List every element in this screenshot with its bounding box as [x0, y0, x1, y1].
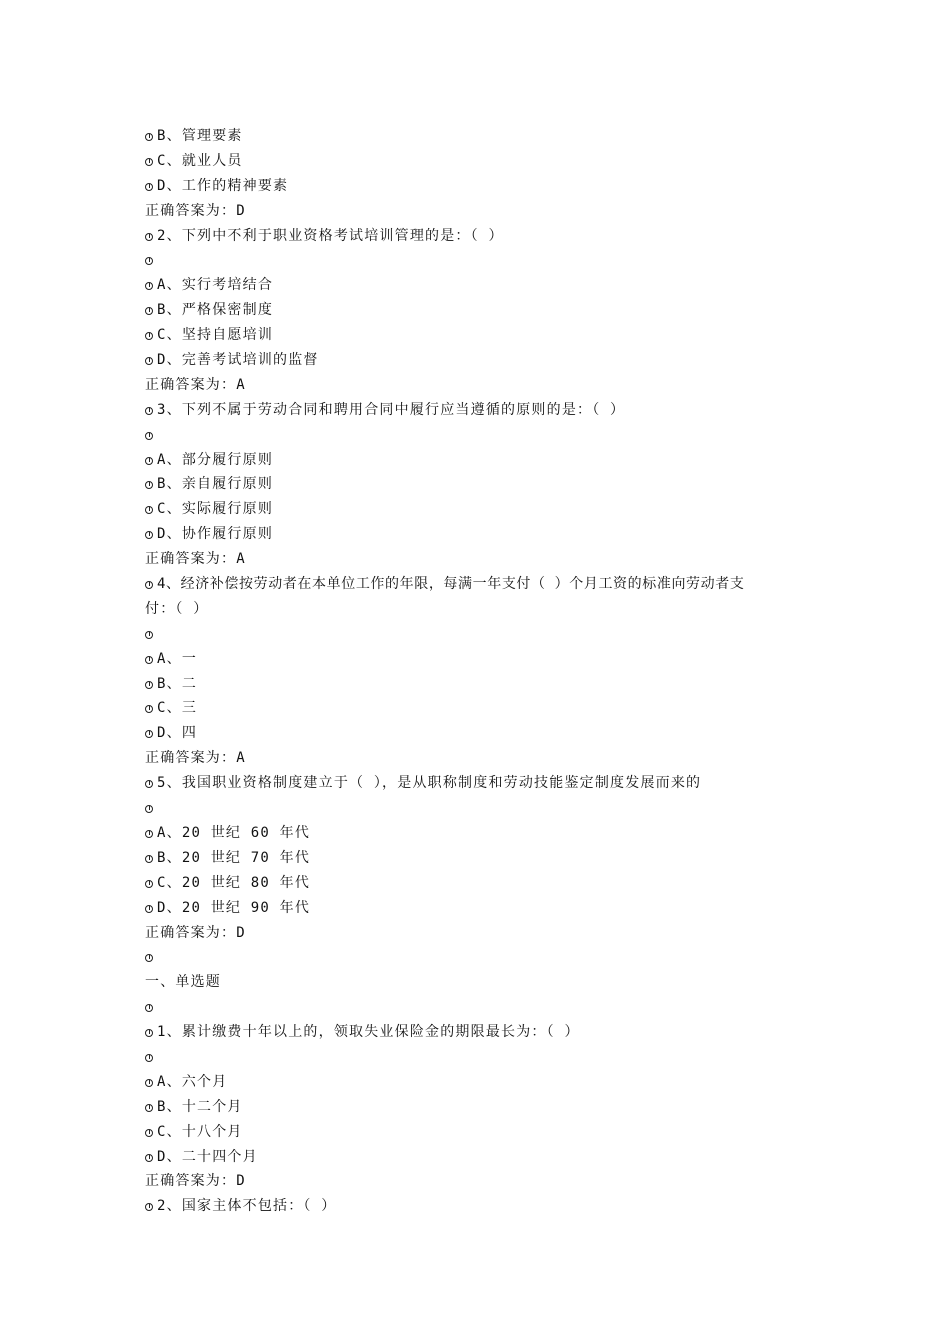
text-line — [145, 771, 825, 796]
text-line — [145, 174, 825, 199]
clock-bullet-icon — [145, 307, 153, 315]
text-line — [145, 746, 825, 771]
text-line — [145, 647, 825, 672]
text-line — [145, 1194, 825, 1219]
text-line — [145, 1095, 825, 1120]
line-text: 2、国家主体不包括：（ ） — [157, 1198, 337, 1215]
clock-bullet-icon — [145, 257, 153, 265]
clock-bullet-icon — [145, 905, 153, 913]
line-text: D、20 世纪 90 年代 — [157, 899, 311, 916]
clock-bullet-icon — [145, 158, 153, 166]
line-text: 正确答案为：A — [145, 750, 246, 767]
line-text: C、就业人员 — [157, 152, 243, 169]
line-text: A、20 世纪 60 年代 — [157, 824, 311, 841]
line-text: 正确答案为：D — [145, 202, 246, 219]
line-text: C、实际履行原则 — [157, 501, 274, 518]
clock-bullet-icon — [145, 1054, 153, 1062]
text-line — [145, 921, 825, 946]
clock-bullet-icon — [145, 506, 153, 514]
clock-bullet-icon — [145, 1203, 153, 1211]
clock-bullet-icon — [145, 1029, 153, 1037]
line-text: 一、单选题 — [145, 974, 221, 991]
text-line — [145, 423, 825, 448]
line-text: B、管理要素 — [157, 128, 243, 144]
text-line — [145, 373, 825, 398]
text-line — [145, 721, 825, 746]
text-line — [145, 224, 825, 249]
clock-bullet-icon — [145, 282, 153, 290]
text-line — [145, 846, 825, 871]
text-line — [145, 1145, 825, 1170]
line-text: 正确答案为：A — [145, 551, 246, 568]
text-line — [145, 672, 825, 697]
clock-bullet-icon — [145, 805, 153, 813]
clock-bullet-icon — [145, 357, 153, 365]
text-line — [145, 622, 825, 647]
line-text: 5、我国职业资格制度建立于（ ），是从职称制度和劳动技能鉴定制度发展而来的 — [157, 775, 702, 792]
text-line — [145, 348, 825, 373]
text-line — [145, 821, 825, 846]
clock-bullet-icon — [145, 830, 153, 838]
line-text: D、完善考试培训的监督 — [157, 352, 319, 369]
clock-bullet-icon — [145, 432, 153, 440]
text-line — [145, 273, 825, 298]
line-text: 正确答案为：A — [145, 376, 246, 393]
clock-bullet-icon — [145, 780, 153, 788]
clock-bullet-icon — [145, 457, 153, 465]
line-text: D、工作的精神要素 — [157, 177, 289, 194]
clock-bullet-icon — [145, 954, 153, 962]
line-text: A、六个月 — [157, 1073, 228, 1090]
line-text: C、坚持自愿培训 — [157, 327, 274, 344]
text-line — [145, 149, 825, 174]
line-text: D、协作履行原则 — [157, 526, 274, 543]
text-line — [145, 970, 825, 995]
line-text: 正确答案为：D — [145, 1173, 246, 1190]
text-line — [145, 124, 825, 149]
clock-bullet-icon — [145, 1079, 153, 1087]
line-text: A、实行考培结合 — [157, 277, 274, 294]
text-line — [145, 497, 825, 522]
clock-bullet-icon — [145, 705, 153, 713]
clock-bullet-icon — [145, 481, 153, 489]
text-line — [145, 547, 825, 572]
text-line — [145, 199, 825, 224]
text-line — [145, 398, 825, 423]
line-text: B、20 世纪 70 年代 — [157, 849, 311, 866]
text-line — [145, 796, 825, 821]
clock-bullet-icon — [145, 531, 153, 539]
text-line — [145, 448, 825, 473]
clock-bullet-icon — [145, 656, 153, 664]
clock-bullet-icon — [145, 1004, 153, 1012]
line-text: A、部分履行原则 — [157, 451, 274, 468]
clock-bullet-icon — [145, 880, 153, 888]
line-text: D、二十四个月 — [157, 1148, 258, 1165]
clock-bullet-icon — [145, 332, 153, 340]
text-line — [145, 1169, 825, 1194]
line-text: A、一 — [157, 650, 198, 667]
text-line — [145, 472, 825, 497]
text-line — [145, 572, 825, 597]
text-line — [145, 248, 825, 273]
clock-bullet-icon — [145, 1154, 153, 1162]
text-line — [145, 298, 825, 323]
clock-bullet-icon — [145, 631, 153, 639]
line-text: 4、经济补偿按劳动者在本单位工作的年限，每满一年支付（ ）个月工资的标准向劳动者支 — [157, 576, 745, 593]
text-line — [145, 1070, 825, 1095]
line-text: D、四 — [157, 725, 198, 742]
line-text: C、十八个月 — [157, 1123, 243, 1140]
clock-bullet-icon — [145, 855, 153, 863]
text-line — [145, 597, 825, 622]
text-line — [145, 696, 825, 721]
clock-bullet-icon — [145, 730, 153, 738]
line-text: B、亲自履行原则 — [157, 476, 274, 493]
clock-bullet-icon — [145, 681, 153, 689]
clock-bullet-icon — [145, 581, 153, 589]
text-line — [145, 1120, 825, 1145]
line-text: 1、累计缴费十年以上的，领取失业保险金的期限最长为：（ ） — [157, 1024, 580, 1041]
clock-bullet-icon — [145, 1104, 153, 1112]
text-line — [145, 871, 825, 896]
line-text: C、三 — [157, 700, 198, 717]
text-line — [145, 896, 825, 921]
text-line — [145, 522, 825, 547]
text-line — [145, 323, 825, 348]
clock-bullet-icon — [145, 233, 153, 241]
text-line — [145, 1045, 825, 1070]
line-text: B、二 — [157, 675, 198, 692]
clock-bullet-icon — [145, 1129, 153, 1137]
clock-bullet-icon — [145, 183, 153, 191]
text-line — [145, 1020, 825, 1045]
line-text: 正确答案为：D — [145, 924, 246, 941]
line-text: B、十二个月 — [157, 1098, 243, 1115]
line-text: 3、下列不属于劳动合同和聘用合同中履行应当遵循的原则的是：（ ） — [157, 401, 626, 418]
line-text: C、20 世纪 80 年代 — [157, 874, 311, 891]
line-text: B、严格保密制度 — [157, 302, 274, 319]
line-text: 2、下列中不利于职业资格考试培训管理的是：（ ） — [157, 227, 504, 244]
document-body — [145, 124, 825, 1219]
clock-bullet-icon — [145, 407, 153, 415]
text-line — [145, 945, 825, 970]
clock-bullet-icon — [145, 133, 153, 141]
text-line — [145, 995, 825, 1020]
line-text: 付：（ ） — [145, 600, 209, 617]
